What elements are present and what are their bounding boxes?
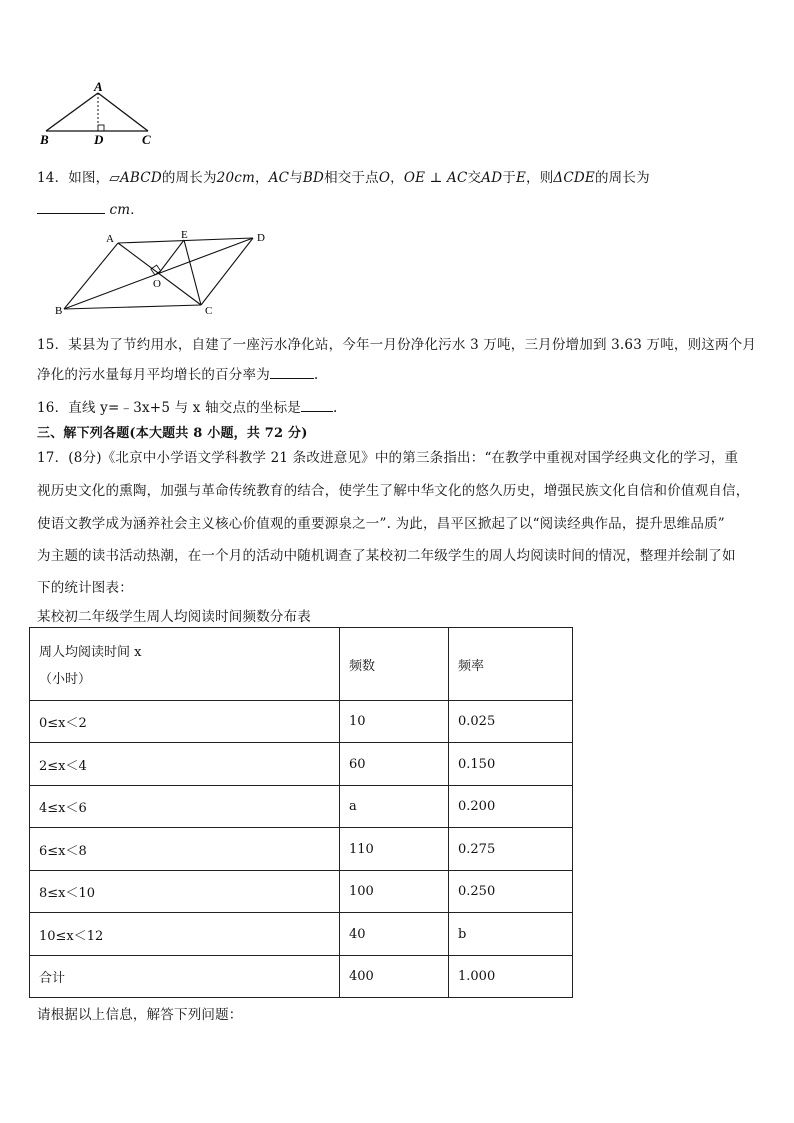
q14-math-o: O <box>378 170 391 186</box>
question-16 <box>37 396 338 416</box>
cell-range: 6≤x＜8 <box>30 828 340 871</box>
cell-rate: 0.275 <box>449 828 573 871</box>
q14-text: ， <box>255 170 269 186</box>
label-D: D <box>257 232 265 244</box>
q15-text: 净化的污水量每月平均增长的百分率为 <box>37 367 270 383</box>
q14-math-abcd: ▱ABCD <box>109 170 162 186</box>
q14-math-cde: ΔCDE <box>553 170 595 186</box>
header-time-unit: （小时） <box>39 672 92 687</box>
question-17-line2: 视历史文化的熏陶，加强与革命传统教育的结合，使学生了解中华文化的悠久历史，增强民族文化自信和价值观自信， <box>37 483 750 499</box>
table-row <box>30 701 573 743</box>
cell-frequency: 40 <box>340 913 449 956</box>
label-A: A <box>94 80 103 94</box>
question-17-line4: 为主题的读书活动热潮，在一个月的活动中随机调查了某校初二年级学生的周人均阅读时间的情况，整理并绘制了如 <box>37 548 736 564</box>
label-O: O <box>153 278 161 290</box>
question-14 <box>37 166 650 186</box>
q14-text: ，则 <box>526 170 554 186</box>
frequency-table <box>29 627 573 998</box>
cell-rate: 0.025 <box>449 701 573 743</box>
q14-math-ad: AD <box>481 170 503 186</box>
q14-text: ， <box>390 170 404 186</box>
question-17-line3: 使语文教学成为涵养社会主义核心价值观的重要源泉之一”. 为此，昌平区掀起了以“阅读经典作品，提升思维品质” <box>37 516 725 532</box>
q14-text: 的周长为 <box>594 170 650 186</box>
question-15-line1: 15．某县为了节约用水，自建了一座污水净化站，今年一月份净化污水 3 万吨，三月份增加到 3.63 万吨，则这两个月 <box>37 337 757 353</box>
label-C: C <box>205 305 213 317</box>
triangle-figure <box>36 80 166 150</box>
label-E: E <box>181 229 188 241</box>
header-time-label: 周人均阅读时间 x <box>39 645 142 660</box>
q14-text: 14．如图， <box>37 170 110 186</box>
cell-rate: 0.150 <box>449 743 573 786</box>
question-15-line2 <box>37 363 318 383</box>
label-B: B <box>55 305 63 317</box>
label-B: B <box>40 132 49 147</box>
cell-range: 8≤x＜10 <box>30 871 340 913</box>
question-17-line1: 17．(8分)《北京中小学语文学科教学 21 条改进意见》中的第三条指出：“在教学中重视对国学经典文化的学习，重 <box>37 450 739 466</box>
cell-rate: b <box>449 913 573 956</box>
cell-range: 0≤x＜2 <box>30 701 340 743</box>
parallelogram-figure <box>52 228 278 320</box>
q14-math-ac: AC <box>268 170 290 186</box>
cell-frequency: 10 <box>340 701 449 743</box>
cell-rate: 0.200 <box>449 786 573 828</box>
cell-rate: 1.000 <box>449 956 573 998</box>
cell-frequency: a <box>340 786 449 828</box>
q14-text: 与 <box>289 170 303 186</box>
label-D: D <box>94 132 104 147</box>
cell-frequency: 100 <box>340 871 449 913</box>
table-row <box>30 871 573 913</box>
cell-range: 合计 <box>30 956 340 998</box>
answer-blank[interactable] <box>270 366 314 379</box>
cell-frequency: 60 <box>340 743 449 786</box>
q14-end: ． <box>130 202 144 218</box>
cell-rate: 0.250 <box>449 871 573 913</box>
cell-range: 2≤x＜4 <box>30 743 340 786</box>
q15-end: . <box>313 367 319 383</box>
table-header-row <box>30 628 573 701</box>
label-C: C <box>142 132 151 147</box>
cell-frequency: 110 <box>340 828 449 871</box>
q14-math-perimeter: 20cm <box>216 170 256 186</box>
q14-text: 的周长为 <box>161 170 217 186</box>
cell-frequency: 400 <box>340 956 449 998</box>
q14-math-bd: BD <box>302 170 325 186</box>
q14-text: 于 <box>502 170 516 186</box>
triangle-svg <box>36 80 166 150</box>
cell-range: 4≤x＜6 <box>30 786 340 828</box>
label-A: A <box>106 233 114 245</box>
q14-math-e: E <box>515 170 526 186</box>
table-row <box>30 913 573 956</box>
q14-math-oe: OE ⊥ AC <box>403 170 468 186</box>
closing-instruction: 请根据以上信息，解答下列问题： <box>37 1007 243 1023</box>
q16-end: . <box>333 400 338 416</box>
q16-text: 16．直线 y=﹣3x+5 与 x 轴交点的坐标是 <box>37 400 301 416</box>
cell-range: 10≤x＜12 <box>30 913 340 956</box>
question-17-line5: 下的统计图表： <box>37 580 133 596</box>
q14-text: 交 <box>467 170 482 186</box>
question-14-answer-line <box>37 198 144 218</box>
table-row <box>30 828 573 871</box>
table-row <box>30 743 573 786</box>
header-frequency: 频数 <box>340 628 449 701</box>
table-row <box>30 786 573 828</box>
parallelogram-svg <box>52 228 278 320</box>
answer-blank[interactable] <box>37 201 105 214</box>
answer-blank[interactable] <box>301 399 333 412</box>
header-rate: 频率 <box>449 628 573 701</box>
q14-text: 相交于点 <box>324 170 379 186</box>
table-caption: 某校初二年级学生周人均阅读时间频数分布表 <box>37 609 311 625</box>
section-3-heading: 三、解下列各题(本大题共 8 小题，共 72 分) <box>37 426 308 441</box>
header-time-range <box>30 628 340 701</box>
table-total-row <box>30 956 573 998</box>
q14-unit: cm <box>109 202 131 218</box>
